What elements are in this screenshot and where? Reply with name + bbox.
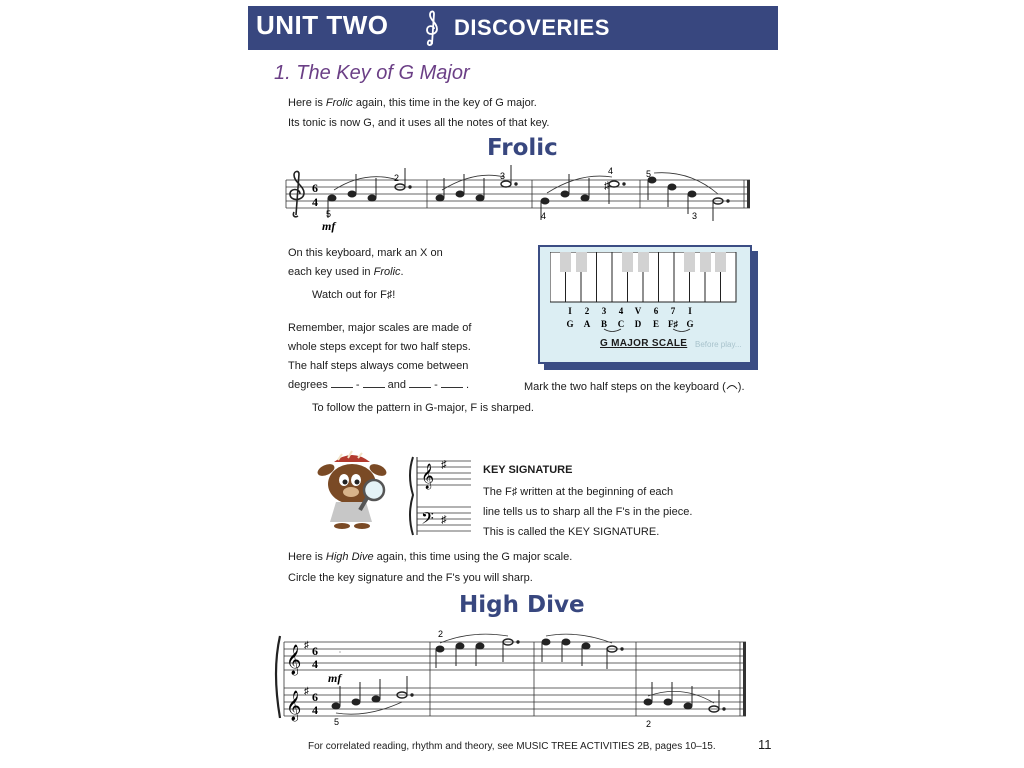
degree-label: 2 — [584, 306, 590, 316]
blank-field[interactable] — [363, 378, 385, 388]
fingering-7: 3 — [692, 211, 698, 221]
pattern-text: To follow the pattern in G-major, F is sharped. — [312, 402, 534, 414]
half-steps-line-1: Remember, major scales are made of — [288, 322, 472, 334]
keyboard-task-line-2: each key used in Frolic. — [288, 266, 404, 278]
fingering-5: 4 — [541, 211, 547, 221]
degree-label: 6 — [653, 306, 659, 316]
treble-clef-icon: 𝄞 — [421, 464, 435, 489]
g-major-scale-box — [538, 245, 752, 364]
detective-character-illustration — [312, 448, 400, 530]
treble-clef-icon: 𝄞 — [286, 645, 302, 675]
frolic-title: Frolic — [487, 135, 558, 161]
half-steps-line-3: The half steps always come between — [288, 360, 469, 372]
fingering-2: 5 — [334, 717, 340, 727]
note-label: B — [600, 319, 608, 329]
note-label: G — [686, 319, 694, 329]
bass-clef-icon: 𝄢 — [421, 508, 434, 532]
degree-label: 3 — [601, 306, 607, 316]
fingering-6: 5 — [646, 169, 652, 179]
fingering-1: 2 — [438, 629, 444, 639]
frolic-time-bottom: 4 — [312, 195, 318, 209]
frolic-staff — [280, 160, 760, 238]
blank-field[interactable] — [441, 378, 463, 388]
sharp-icon: ♯ — [441, 459, 447, 471]
half-step-instruction: Mark the two half steps on the keyboard ( ). — [524, 381, 745, 393]
treble-clef-icon — [420, 8, 444, 48]
half-steps-line-2: whole steps except for two half steps. — [288, 341, 471, 353]
dynamic-mark: mf — [322, 219, 336, 233]
frolic-time-top: 6 — [312, 181, 318, 195]
blank-field[interactable] — [331, 378, 353, 388]
note-label: G — [566, 319, 574, 329]
fingering-4: 4 — [608, 166, 614, 176]
key-signature-line-2: line tells us to sharp all the F's in the piece. — [483, 506, 693, 518]
sharp-warning: Watch out for F♯! — [312, 289, 396, 301]
note-label: A — [583, 319, 591, 329]
intro-line-2: Its tonic is now G, and it uses all the notes of that key. — [288, 117, 550, 129]
unit-label: UNIT TWO — [256, 10, 389, 40]
high-dive-title: High Dive — [459, 592, 585, 618]
treble-clef-icon: 𝄞 — [286, 691, 302, 721]
piano-keyboard[interactable] — [550, 252, 740, 304]
keyboard-task-line-1: On this keyboard, mark an X on — [288, 247, 443, 259]
intro-line-1: Here is Frolic again, this time in the key of G major. — [288, 97, 537, 109]
theme-label: DISCOVERIES — [454, 15, 610, 40]
degree-label: 4 — [618, 306, 624, 316]
blank-field[interactable] — [409, 378, 431, 388]
high-dive-time-bottom-lower: 4 — [312, 703, 318, 717]
key-signature-line-3: This is called the KEY SIGNATURE. — [483, 526, 660, 538]
high-dive-intro-line-2: Circle the key signature and the F's you will sharp. — [288, 572, 533, 584]
key-signature-title: KEY SIGNATURE — [483, 464, 573, 476]
scale-labels — [566, 305, 716, 333]
fingering-3: 3 — [500, 171, 506, 181]
note-label: C — [617, 319, 625, 329]
arc-icon — [726, 382, 738, 390]
sharp-icon: ♯ — [604, 180, 610, 192]
degree-label: V — [634, 306, 642, 316]
half-step-marks — [604, 329, 690, 332]
key-signature-grand-staff — [405, 455, 475, 537]
degree-label: 7 — [670, 306, 676, 316]
half-steps-line-4: degrees - and - . — [288, 379, 470, 391]
dynamic-mark: mf — [328, 671, 342, 685]
lesson-title: 1. The Key of G Major — [274, 62, 470, 84]
degree-label: I — [688, 306, 692, 316]
faint-text: Before play... — [695, 340, 742, 349]
scale-title: G MAJOR SCALE — [600, 338, 688, 349]
high-dive-grand-staff — [272, 626, 752, 732]
sharp-icon: ♯ — [304, 686, 309, 697]
high-dive-intro-line-1: Here is High Dive again, this time using the G major scale. — [288, 551, 573, 563]
high-dive-time-top: 6 — [312, 644, 318, 658]
key-signature-line-1: The F♯ written at the beginning of each — [483, 486, 674, 498]
footer-note: For correlated reading, rhythm and theory, see MUSIC TREE ACTIVITIES 2B, pages 10–15. — [308, 741, 716, 752]
sharp-icon: ♯ — [304, 640, 309, 651]
fingering-2: 2 — [394, 173, 400, 183]
note-label: E — [652, 319, 660, 329]
high-dive-time-top-lower: 6 — [312, 690, 318, 704]
fingering-1: 5 — [326, 209, 332, 219]
sharp-icon: ♯ — [441, 514, 447, 526]
note-label: D — [634, 319, 642, 329]
page-number: 11 — [758, 737, 772, 752]
fingering-3: 2 — [646, 719, 652, 729]
note-label: F♯ — [668, 319, 678, 329]
degree-label: I — [568, 306, 572, 316]
high-dive-time-bottom: 4 — [312, 657, 318, 671]
